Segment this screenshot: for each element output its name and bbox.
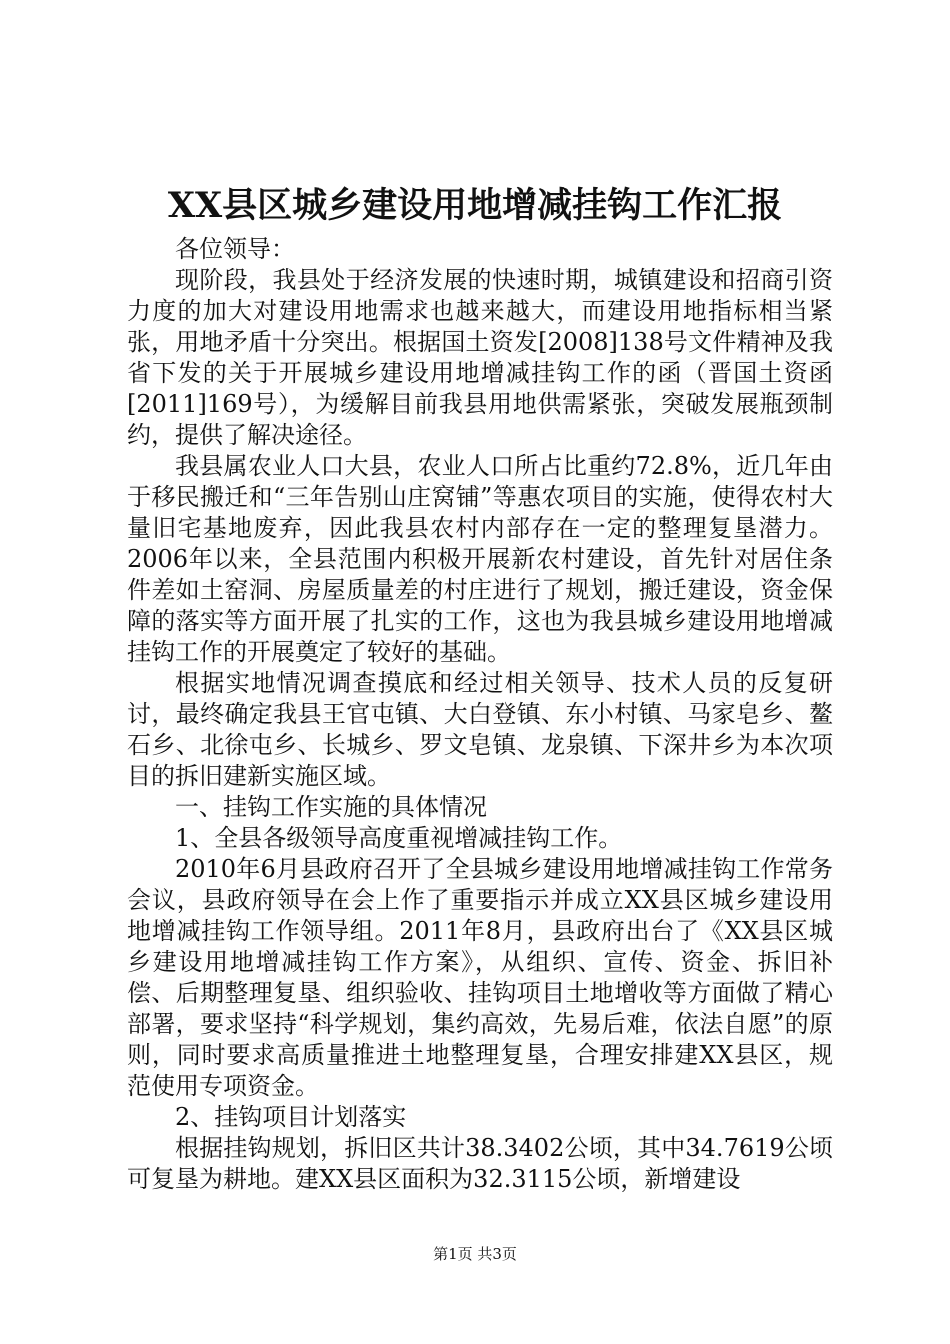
- section-heading: 一、挂钩工作实施的具体情况: [175, 793, 487, 821]
- body-paragraph: 根据挂钩规划，拆旧区共计38.3402公顷，其中34.7619公顷可复垦为耕地。建XX县区面积为32.3115公顷，新增建设: [127, 1134, 833, 1193]
- subsection-heading: 2、挂钩项目计划落实: [175, 1103, 407, 1131]
- body-paragraph: 2010年6月县政府召开了全县城乡建设用地增减挂钩工作常务会议，县政府领导在会上作了重要指示并成立XX县区城乡建设用地增减挂钩工作领导组。2011年8月，县政府出台了《XX县区城乡建设用地增减挂钩工作方案》，从组织、宣传、资金、拆旧补偿、后期整理复垦、组织验收、挂钩项目土地增收等方面做了精心部署，要求坚持“科学规划，集约高效，先易后难，依法自愿”的原则，同时要求高质量推进土地整理复垦，合理安排建XX县区，规范使用专项资金。: [127, 855, 833, 1100]
- subsection-heading: 1、全县各级领导高度重视增减挂钩工作。: [175, 824, 623, 852]
- body-paragraph: 我县属农业人口大县，农业人口所占比重约72.8%，近几年由于移民搬迁和“三年告别山庄窝铺”等惠农项目的实施，使得农村大量旧宅基地废弃，因此我县农村内部存在一定的整理复垦潜力。2006年以来，全县范围内积极开展新农村建设，首先针对居住条件差如土窑洞、房屋质量差的村庄进行了规划，搬迁建设，资金保障的落实等方面开展了扎实的工作，这也为我县城乡建设用地增减挂钩工作的开展奠定了较好的基础。: [127, 452, 833, 666]
- salutation: 各位领导：: [175, 235, 295, 263]
- page-footer: 第1页 共3页: [433, 1245, 517, 1263]
- document-title: XX县区城乡建设用地增减挂钩工作汇报: [167, 185, 783, 226]
- body-paragraph: 现阶段，我县处于经济发展的快速时期，城镇建设和招商引资力度的加大对建设用地需求也越来越大，而建设用地指标相当紧张，用地矛盾十分突出。根据国土资发[2008]138号文件精神及我省下发的关于开展城乡建设用地增减挂钩工作的函（晋国土资函[2011]169号），为缓解目前我县用地供需紧张，突破发展瓶颈制约，提供了解决途径。: [127, 266, 833, 449]
- document-body: [127, 234, 833, 1195]
- body-paragraph: 根据实地情况调查摸底和经过相关领导、技术人员的反复研讨，最终确定我县王官屯镇、大白登镇、东小村镇、马家皂乡、鳌石乡、北徐屯乡、长城乡、罗文皂镇、龙泉镇、下深井乡为本次项目的拆旧建新实施区域。: [127, 669, 833, 790]
